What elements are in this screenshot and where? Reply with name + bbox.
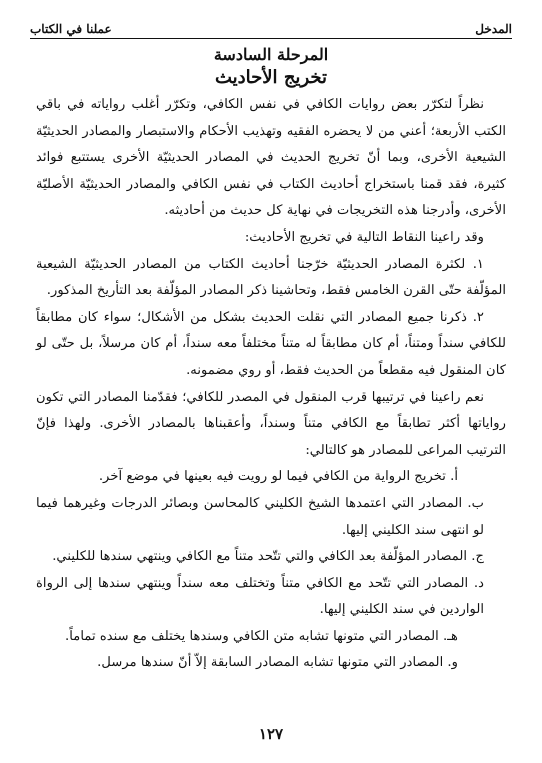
paragraph-ordering: نعم راعينا في ترتيبها قرب المنقول في المصدر للكافي؛ فقدّمنا المصادر التي تكون رواياتها أكثر تطابقاً مع الكافي متناً وسنداً، وأعقبناها بالمصادر الأخرى. ولهذا فإنّ الترتيب المراعى للمصادر هو كالتالي: <box>36 389 506 458</box>
order-item-b: ب. المصادر التي اعتمدها الشيخ الكليني كالمحاسن وبصائر الدرجات وغيرهما فيما لو انتهى سند الكليني إليها. <box>36 495 484 538</box>
running-header <box>30 14 512 39</box>
order-item-d: د. المصادر التي تتّحد مع الكافي متناً وتختلف معه سنداً وينتهي سندها إلى الرواة الواردين في سند الكليني إليها. <box>36 575 484 618</box>
order-item-a: أ. تخريج الرواية من الكافي فيما لو رويت فيه بعينها في موضع آخر. <box>98 469 458 485</box>
point-2: ٢. ذكرنا جميع المصادر التي نقلت الحديث بشكل من الأشكال؛ سواء كان مطابقاً للكافي سنداً ومتناً، أم كان مطابقاً له متناً مختلفاً معه سنداً، أم كان مرسلاً، بل حتّى لو كان المنقول فيه مقطعاً من الحديث فقط، أو روي مضمونه. <box>36 309 506 378</box>
order-item-e: هـ. المصادر التي متونها تشابه متن الكافي وسندها يختلف مع سنده تماماً. <box>65 628 458 644</box>
order-item-c: ج. المصادر المؤلّفة بعد الكافي والتي تتّحد متناً مع الكافي وينتهي سندها للكليني. <box>52 549 484 565</box>
order-item-f: و. المصادر التي متونها تشابه المصادر السابقة إلاّ أنّ سندها مرسل. <box>97 655 458 671</box>
section-title: تخريج الأحاديث <box>214 67 328 88</box>
paragraph-intro: نظراً لتكرّر بعض روايات الكافي في نفس الكافي، وتكرّر أغلب رواياته في باقي الكتب الأربعة؛ أعني من لا يحضره الفقيه وتهذيب الأحكام والاستبصار والمصادر الحديثيّة الشيعية الأخرى، وبما أنّ تخريج الحديث في المصادر الحديثيّة الأخرى يستتبع فوائد كثيرة، فقد قمنا باستخراج أحاديث الكتاب في نفس الكافي والمصادر الحديثيّة الأصليّة الأخرى، وأدرجنا هذه التخريجات في نهاية كل حديث من أحاديثه. <box>36 97 506 219</box>
header-book-section: عملنا في الكتاب <box>30 22 112 36</box>
page-number: ١٢٧ <box>258 725 284 743</box>
point-1: ١. لكثرة المصادر الحديثيّة خرّجنا أحاديث الكتاب من المصادر الحديثيّة الشيعية المؤلّفة حتّى القرن الخامس فقط، وتحاشينا ذكر المصادر المؤلّفة بعد التأريخ المذكور. <box>36 256 506 299</box>
header-chapter: المدخل <box>475 22 512 36</box>
paragraph-points-intro: وقد راعينا النقاط التالية في تخريج الأحاديث: <box>244 229 484 245</box>
page-body <box>36 44 506 677</box>
stage-title: المرحلة السادسة <box>213 45 329 64</box>
